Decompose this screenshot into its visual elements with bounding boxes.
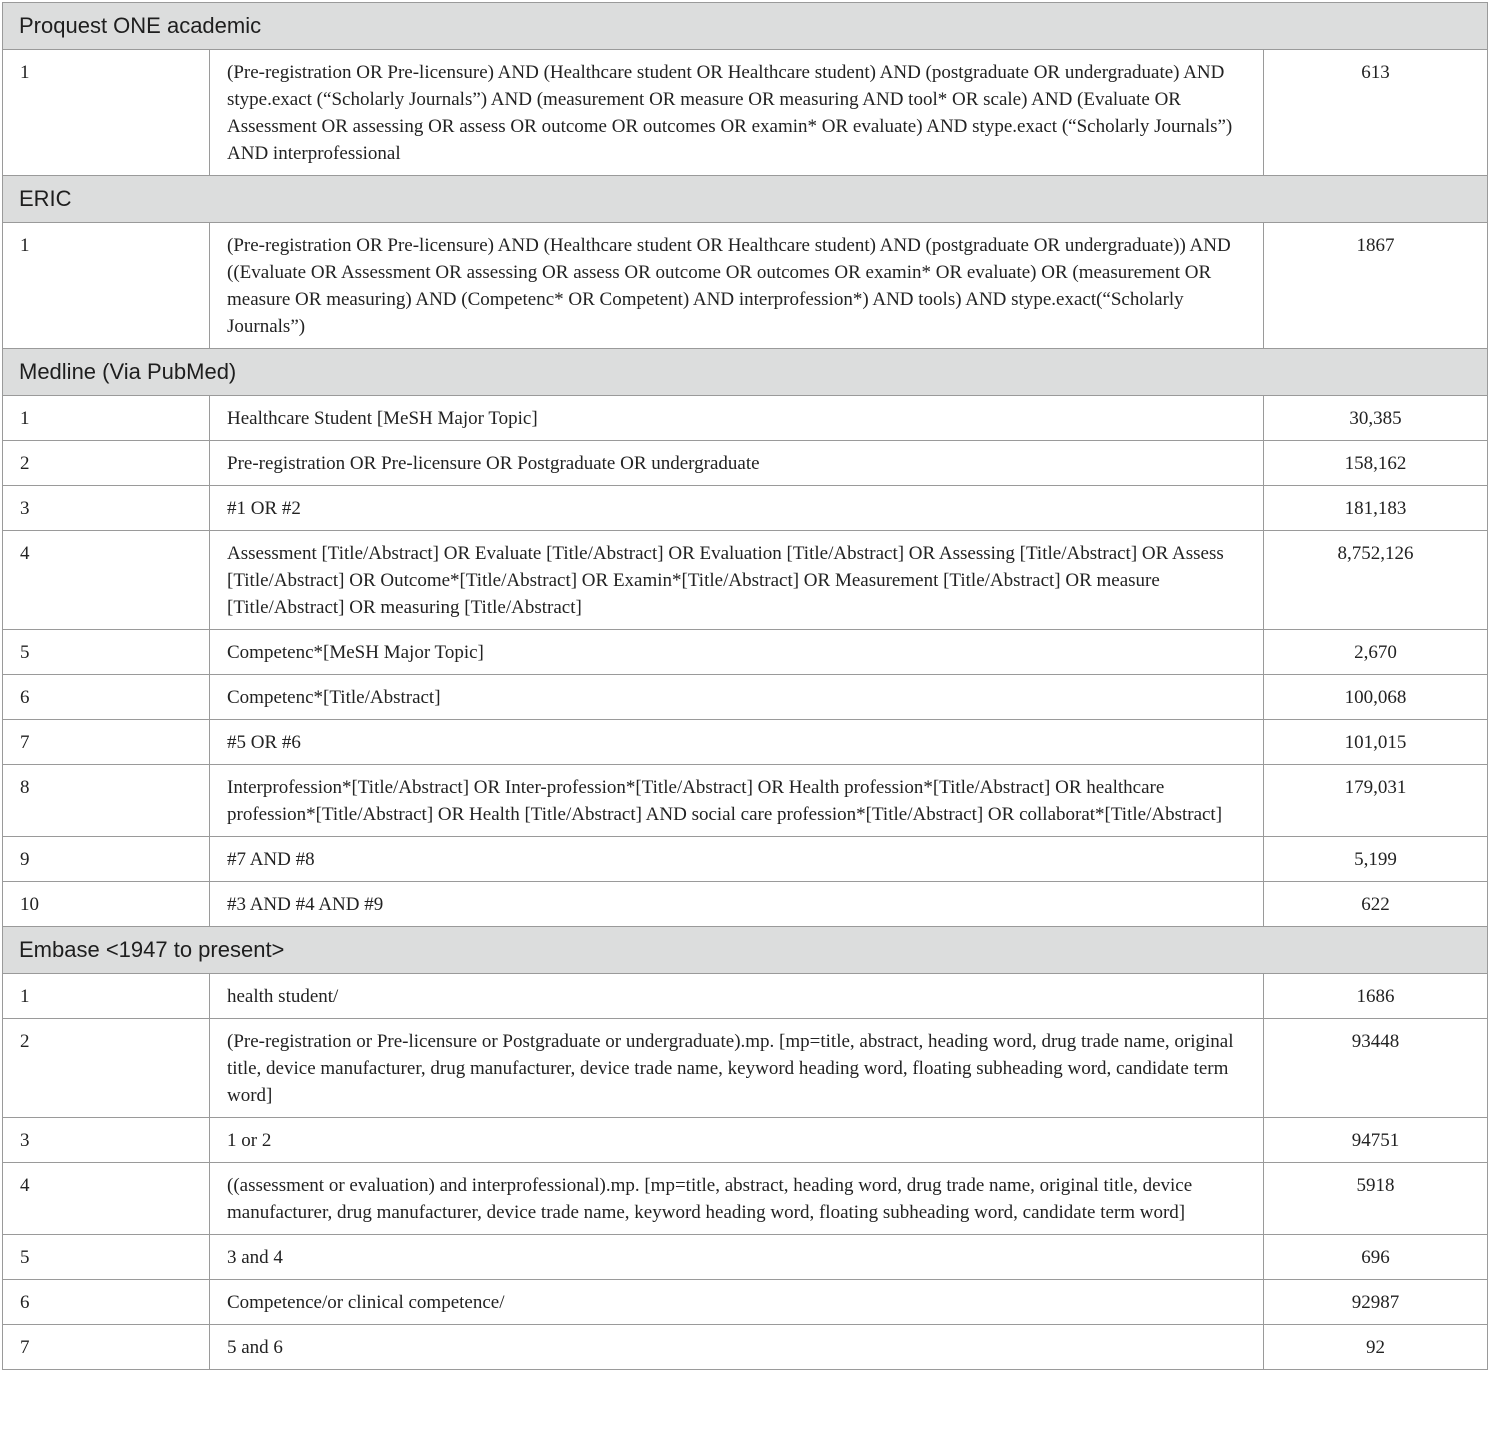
search-query: 3 and 4 — [210, 1235, 1264, 1280]
result-count: 179,031 — [1264, 765, 1488, 837]
result-count: 613 — [1264, 50, 1488, 176]
table-row — [3, 882, 1488, 927]
table-row — [3, 1118, 1488, 1163]
search-query: #3 AND #4 AND #9 — [210, 882, 1264, 927]
database-name: ERIC — [3, 176, 1488, 223]
search-query: #1 OR #2 — [210, 486, 1264, 531]
result-count: 8,752,126 — [1264, 531, 1488, 630]
step-number: 1 — [3, 974, 210, 1019]
table-row — [3, 441, 1488, 486]
result-count: 100,068 — [1264, 675, 1488, 720]
step-number: 1 — [3, 50, 210, 176]
step-number: 6 — [3, 1280, 210, 1325]
result-count: 94751 — [1264, 1118, 1488, 1163]
step-number: 7 — [3, 720, 210, 765]
result-count: 1686 — [1264, 974, 1488, 1019]
search-query: (Pre-registration or Pre-licensure or Postgraduate or undergraduate).mp. [mp=title, abstract, heading word, drug trade name, original title, device manufacturer, drug manufacturer, device trade name, keyword heading word, floating subheading word, candidate term word] — [210, 1019, 1264, 1118]
step-number: 5 — [3, 630, 210, 675]
result-count: 181,183 — [1264, 486, 1488, 531]
table-row — [3, 765, 1488, 837]
database-section-header — [3, 927, 1488, 974]
search-query: (Pre-registration OR Pre-licensure) AND (Healthcare student OR Healthcare student) AND (postgraduate OR undergraduate) AND stype.exact (“Scholarly Journals”) AND (measurement OR measure OR measuring AND tool* OR scale) AND (Evaluate OR Assessment OR assessing OR assess OR outcome OR outcomes OR examin* OR evaluate) AND stype.exact (“Scholarly Journals”) AND interprofessional — [210, 50, 1264, 176]
search-query: Competenc*[MeSH Major Topic] — [210, 630, 1264, 675]
table-row — [3, 1280, 1488, 1325]
table-row — [3, 1325, 1488, 1370]
table-row — [3, 1019, 1488, 1118]
result-count: 30,385 — [1264, 396, 1488, 441]
table-row — [3, 50, 1488, 176]
search-query: Interprofession*[Title/Abstract] OR Inter-profession*[Title/Abstract] OR Health profession*[Title/Abstract] OR healthcare profession*[Title/Abstract] OR Health [Title/Abstract] AND social care profession*[Title/Abstract] OR collaborat*[Title/Abstract] — [210, 765, 1264, 837]
step-number: 4 — [3, 1163, 210, 1235]
database-name: Medline (Via PubMed) — [3, 349, 1488, 396]
result-count: 93448 — [1264, 1019, 1488, 1118]
step-number: 5 — [3, 1235, 210, 1280]
database-section-header — [3, 176, 1488, 223]
step-number: 7 — [3, 1325, 210, 1370]
table-row — [3, 1235, 1488, 1280]
step-number: 3 — [3, 1118, 210, 1163]
search-query: Assessment [Title/Abstract] OR Evaluate [Title/Abstract] OR Evaluation [Title/Abstract] OR Assessing [Title/Abstract] OR Assess [Title/Abstract] OR Outcome*[Title/Abstract] OR Examin*[Title/Abstract] OR Measurement [Title/Abstract] OR measure [Title/Abstract] OR measuring [Title/Abstract] — [210, 531, 1264, 630]
step-number: 9 — [3, 837, 210, 882]
search-query: Competence/or clinical competence/ — [210, 1280, 1264, 1325]
step-number: 6 — [3, 675, 210, 720]
step-number: 4 — [3, 531, 210, 630]
result-count: 696 — [1264, 1235, 1488, 1280]
step-number: 3 — [3, 486, 210, 531]
result-count: 92987 — [1264, 1280, 1488, 1325]
table-row — [3, 486, 1488, 531]
database-section-header — [3, 3, 1488, 50]
table-row — [3, 223, 1488, 349]
database-name: Proquest ONE academic — [3, 3, 1488, 50]
search-query: Pre-registration OR Pre-licensure OR Postgraduate OR undergraduate — [210, 441, 1264, 486]
result-count: 5,199 — [1264, 837, 1488, 882]
step-number: 2 — [3, 1019, 210, 1118]
table-body — [3, 3, 1488, 1370]
search-query: #7 AND #8 — [210, 837, 1264, 882]
table-row — [3, 720, 1488, 765]
search-query: 5 and 6 — [210, 1325, 1264, 1370]
search-strategy-table — [2, 2, 1488, 1370]
result-count: 158,162 — [1264, 441, 1488, 486]
result-count: 1867 — [1264, 223, 1488, 349]
search-query: (Pre-registration OR Pre-licensure) AND (Healthcare student OR Healthcare student) AND (postgraduate OR undergraduate)) AND ((Evaluate OR Assessment OR assessing OR assess OR outcome OR outcomes OR examin* OR evaluate) OR (measurement OR measure OR measuring) AND (Competenc* OR Competent) AND interprofession*) AND tools) AND stype.exact(“Scholarly Journals”) — [210, 223, 1264, 349]
table-row — [3, 837, 1488, 882]
search-query: Healthcare Student [MeSH Major Topic] — [210, 396, 1264, 441]
search-query: #5 OR #6 — [210, 720, 1264, 765]
search-query: Competenc*[Title/Abstract] — [210, 675, 1264, 720]
step-number: 1 — [3, 223, 210, 349]
table-row — [3, 630, 1488, 675]
table-row — [3, 1163, 1488, 1235]
step-number: 8 — [3, 765, 210, 837]
database-name: Embase <1947 to present> — [3, 927, 1488, 974]
result-count: 92 — [1264, 1325, 1488, 1370]
result-count: 5918 — [1264, 1163, 1488, 1235]
result-count: 2,670 — [1264, 630, 1488, 675]
table-row — [3, 974, 1488, 1019]
result-count: 622 — [1264, 882, 1488, 927]
table-row — [3, 396, 1488, 441]
table-row — [3, 531, 1488, 630]
database-section-header — [3, 349, 1488, 396]
step-number: 10 — [3, 882, 210, 927]
table-row — [3, 675, 1488, 720]
step-number: 1 — [3, 396, 210, 441]
result-count: 101,015 — [1264, 720, 1488, 765]
search-query: health student/ — [210, 974, 1264, 1019]
search-query: 1 or 2 — [210, 1118, 1264, 1163]
step-number: 2 — [3, 441, 210, 486]
search-query: ((assessment or evaluation) and interprofessional).mp. [mp=title, abstract, heading word, drug trade name, original title, device manufacturer, drug manufacturer, device trade name, keyword heading word, floating subheading word, candidate term word] — [210, 1163, 1264, 1235]
